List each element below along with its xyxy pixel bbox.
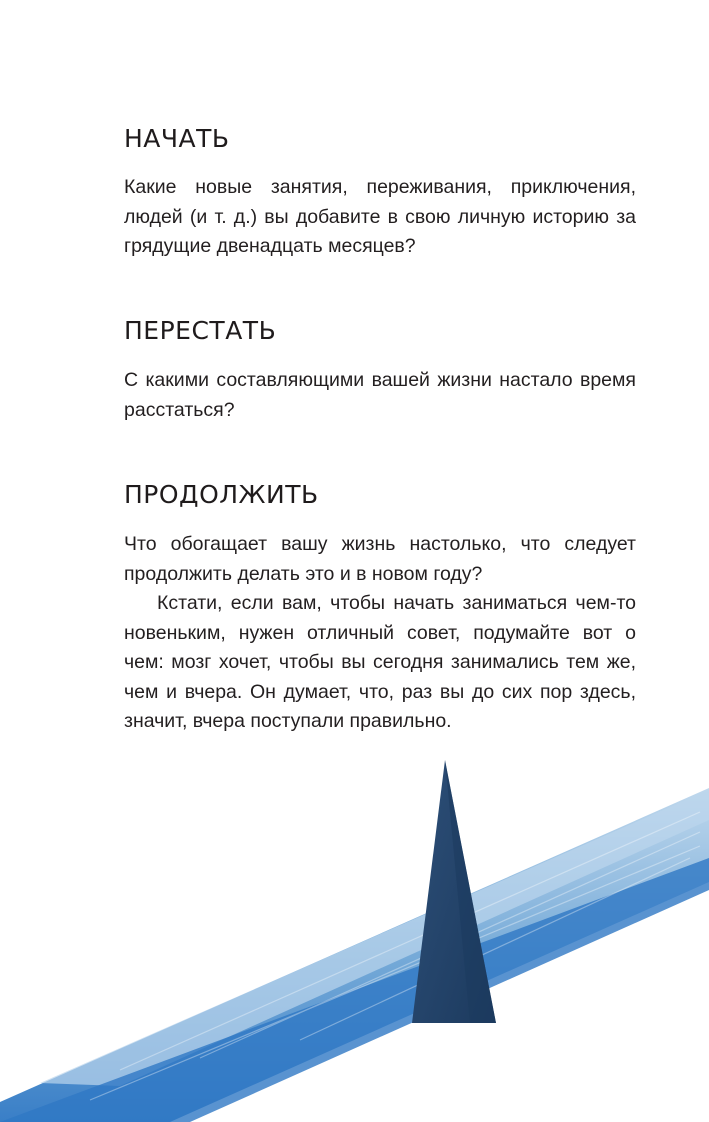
section-text-start: Какие новые занятия, переживания, приключения, людей (и т. д.) вы добавите в свою личную историю за грядущие двенадцать месяцев? [124,176,636,258]
section-text-continue: Что обогащает вашу жизнь настолько, что следует продолжить делать это и в новом году? [124,533,636,585]
section-heading-start: НАЧАТЬ [124,124,230,153]
watercolor-ramp-illustration [0,740,709,1122]
section-heading-continue: ПРОДОЛЖИТЬ [124,480,319,509]
section-text-stop: С какими составляющими вашей жизни настало время расстаться? [124,369,636,421]
section-text-continue-extra: Кстати, если вам, чтобы начать заниматься чем-то новеньким, нужен отличный совет, подумайте вот о чем: мозг хочет, чтобы вы сегодня занимались тем же, чем и вчера. Он думает, что, раз вы до сих пор здесь, значит, вчера поступали правильно. [124,592,636,733]
section-heading-stop: ПЕРЕСТАТЬ [124,316,277,345]
brush-stroke [120,812,700,1070]
ramp-light-wash [40,790,709,1086]
brush-stroke [90,846,700,1100]
